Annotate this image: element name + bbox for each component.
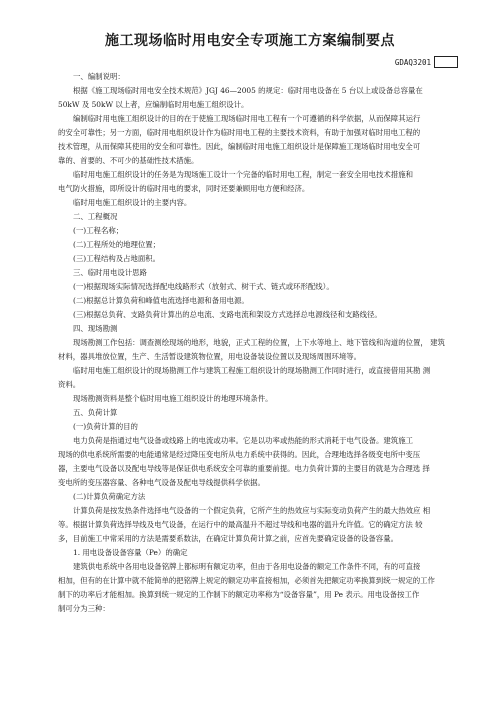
body-line: 器，主要电气设备以及配电导线等是保证供电系统安全可靠的重要前提。电力负荷计算的主要目的就是为合理选 择 [58, 464, 430, 473]
body-line: 现场勘测资料是整个临时用电施工组织设计的地理环境条件。 [73, 394, 273, 403]
body-line: (二)工程所处的地理位置； [73, 240, 161, 249]
code-box [434, 56, 458, 68]
body-line: 技术管理，从而保障其使用的安全和可靠性。因此，编制临时用电施工组织设计是保障施工现场临时用电安全可 [58, 142, 421, 151]
document-title: 施工现场临时用电安全专项施工方案编制要点 [105, 33, 395, 49]
body-line: 根据《施工现场临时用电安全技术规范》JGJ 46—2005 的规定：临时用电设备在 5 台以上或设备总容量在 [73, 86, 423, 95]
body-line: 现场勘测工作包括：调查测绘现场的地形，地貌，正式工程的位置，上下水等地上、地下管线和沟道的位置， 建筑 [73, 338, 445, 347]
body-line: (一)负荷计算的目的 [73, 422, 138, 431]
body-line: 材料，器具堆放位置，生产、生活暂设建筑物位置，用电设备装设位置以及现场周围环境等。 [58, 352, 362, 361]
document-code: GDAQ3201 [394, 57, 431, 67]
body-line: 制下的功率后才能相加。换算到统一规定的工作制下的额定功率称为“设备容量”，用 Pe 表示。用电设备按工作 [58, 590, 420, 599]
body-line: (三)工程结构及占地面积。 [73, 254, 161, 263]
body-line: 一、编制说明： [73, 72, 125, 81]
body-line: 多，目前施工中常采用的方法是需要系数法，在确定计算负荷计算之前，应首先要确定设备的设备容量。 [58, 534, 398, 543]
body-line: (一)根据现场实际情况选择配电线路形式（放射式、树干式、链式或环形配线）。 [73, 282, 334, 291]
body-line: 编制临时用电施工组织设计的目的在于使施工现场临时用电工程有一个可遵循的科学依据，从而保障其运行 [73, 114, 421, 123]
body-line: 二、工程概况 [73, 212, 118, 221]
body-line: 电力负荷是指通过电气设备或线路上的电流或功率。它是以功率或热能的形式消耗于电气设备。建筑施工 [73, 436, 413, 445]
body-line: (二)计算负荷确定方法 [73, 492, 146, 501]
body-line: 临时用电施工组织设计的主要内容。 [73, 198, 192, 207]
document-body [58, 70, 470, 616]
body-line: 三、临时用电设计思路 [73, 268, 147, 277]
body-line: 变电所的变压器容量、各种电气设备及配电导线提供科学依据。 [58, 478, 265, 487]
body-line: 临时用电施工组织设计的任务是为现场施工设计一个完备的临时用电工程，制定一套安全用电技术措施和 [73, 170, 413, 179]
document-code-row [395, 56, 458, 68]
body-line: 临时用电施工组织设计的现场勘测工作与建筑工程施工组织设计的现场勘测工作同时进行，或直接借用其勘 测 [73, 366, 431, 375]
body-line: 四、现场勘测 [73, 324, 118, 333]
body-line: 电气防火措施，即所设计的临时用电的要求，同时还要兼顾用电方便和经济。 [58, 184, 310, 193]
body-line: 的安全可靠性；另一方面，临时用电组织设计作为临时用电工程的主要技术资料，有助于加强对临时用电工程的 [58, 128, 421, 137]
body-line: 相加，但有的在计算中就不能简单的把铭牌上规定的额定功率直接相加，必须首先把额定功率换算到统一规定的工作 [58, 576, 435, 585]
body-line: (三)根据总负荷、支路负荷计算出的总电流、支路电流和架设方式选择总电源线径和支路线径。 [73, 310, 382, 319]
body-line: 靠的、首要的、不可少的基础性技术措施。 [58, 156, 199, 165]
body-line: (二)根据总计算负荷和峰值电流选择电源和备用电源。 [73, 296, 249, 305]
body-line: 50kW 及 50kW 以上者，应编制临时用电施工组织设计。 [58, 100, 249, 109]
body-line: 资料。 [58, 380, 81, 389]
body-line: 计算负荷是按发热条件选择电气设备的一个假定负荷，它所产生的热效应与实际变动负荷产生的最大热效应 相 [73, 506, 431, 515]
body-line: 1. 用电设备设备容量（Pe）的确定 [73, 548, 188, 557]
body-line: 建筑供电系统中各用电设备铭牌上都标明有额定功率，但由于各用电设备的额定工作条件不同，有的可直接 [73, 562, 421, 571]
body-line: 制可分为三种： [58, 604, 110, 613]
body-line: (一)工程名称； [73, 226, 124, 235]
body-line: 等。根据计算负荷选择导线及电气设备，在运行中的最高温升不超过导线和电器的温升允许值。它的确定方法 较 [58, 520, 423, 529]
body-line: 现场的供电系统所需要的电能通常是经过降压变电所从电力系统中获得的。因此，合理地选择各级变电所中变压 [58, 450, 421, 459]
body-line: 五、负荷计算 [73, 408, 118, 417]
